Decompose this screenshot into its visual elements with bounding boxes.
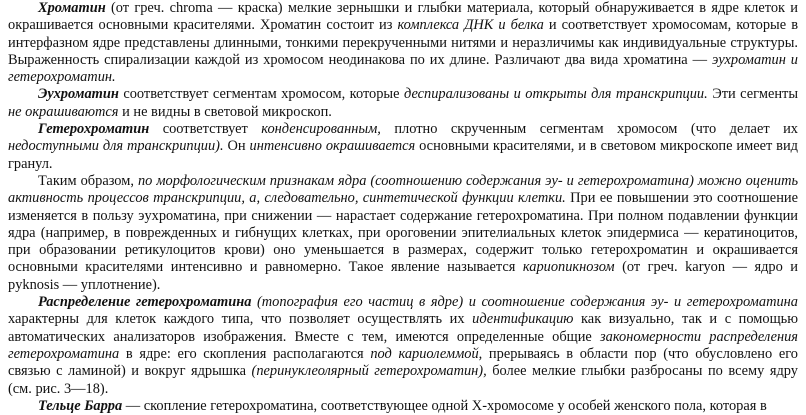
italic-text: под кариолеммой, [370, 345, 483, 362]
paragraph-barr-body [8, 398, 798, 415]
italic-text: недоступными для транскрипции). [8, 138, 224, 155]
body-text: характерны для клеток каждого типа, что позволяет осуществлять их [8, 311, 473, 328]
body-text: Он [223, 138, 250, 155]
term-heading: Тельце Барра [38, 397, 123, 414]
body-text: в ядре: его скопления располагаются [119, 345, 371, 362]
italic-text: эухроматин и гетерохроматин. [8, 51, 799, 86]
italic-text: по морфологическим признакам ядра (соотношению содержания эу- и гетерохроматина) можно оценить активность процессов транскрипции, а, следовательно, синтетической функции клетки. [8, 172, 799, 207]
body-text: Таким образом, [38, 172, 138, 189]
paragraph-euchromatin [8, 86, 798, 121]
italic-text: интенсивно окрашивается [249, 138, 416, 155]
body-text: плотно скрученным сегментам хромосом (что делает их [380, 121, 798, 138]
italic-text: комплекса ДНК и белка [397, 17, 544, 34]
term-heading: Гетерохроматин [38, 121, 150, 138]
paragraph-morphology [8, 173, 798, 294]
body-text: — скопление гетерохроматина, соответствующее одной Х-хромосоме у особей женского пола, которая в [122, 397, 767, 414]
italic-text: конденсированным, [261, 121, 381, 138]
term-heading: Распределение гетерохроматина [38, 294, 252, 311]
italic-text: (перинуклеолярный гетерохроматин), [251, 363, 487, 380]
body-text: как визуально, так и с помощью автоматических анализаторов изображения. Вместе с тем, имеются определенные общие [8, 311, 798, 345]
body-text: Эти сегменты [707, 86, 798, 103]
body-text: более мелкие глыбки разбросаны по всему ядру (см. рис. 3—18). [8, 363, 798, 397]
body-text: соответствует сегментам хромосом, которые [118, 86, 404, 103]
body-text: и соответствует хромосомам, которые в интерфазном ядре представлены длинными, тонкими перекрученными нитями и неразличимы как индивидуальные структуры. Выраженность спирализации каждой из хромосом неодинакова по их длине. Различают два вида хроматина — [8, 17, 798, 68]
body-text: При ее повышении это соотношение изменяется в пользу эухроматина, при снижении — нарастает содержание гетерохроматина. При полном подавлении функции ядра (например, в поврежденных и гибнущих клетках, при ороговении эпителиальных клеток эпидермиса — кератиноцитов, при образовании ретикулоцитов крови) оно уменьшается в размерах, содержит только гетерохроматин и окрашивается основными красителями интенсивно и равномерно. Такое явление называется [8, 190, 798, 276]
body-text: основными красителями, и в световом микроскопе имеет вид гранул. [8, 138, 799, 172]
italic-text: идентификацию [472, 311, 574, 328]
term-heading: Эухроматин [38, 86, 119, 103]
paragraph-heterochromatin-distribution [8, 294, 798, 398]
body-text: соответствует [149, 121, 262, 138]
body-text: (от греч. chroma — краска) мелкие зернышки и глыбки материала, который обнаруживается в ядре клеток и окрашивается основными красителями. Хроматин состоит из [8, 0, 798, 34]
italic-text: (топография его частиц в ядре) и соотношение содержания эу- и гетерохроматина [257, 294, 798, 311]
paragraph-heterochromatin [8, 121, 798, 173]
italic-text: деспирализованы и открыты для транскрипции. [403, 86, 708, 103]
term-heading: Хроматин [38, 0, 106, 16]
body-text: и не видны в световой микроскоп. [118, 103, 332, 120]
italic-text: не окрашиваются [8, 103, 119, 120]
italic-text: кариопикнозом [522, 259, 615, 276]
paragraph-chromatin [8, 0, 798, 86]
italic-text: закономерности распределения гетерохроматина [8, 328, 798, 362]
body-text: (от греч. karyon — ядро и pyknosis — уплотнение). [8, 259, 798, 293]
body-text: прерываясь в области пор (что обусловлено его связью с ламиной) и вокруг ядрышка [8, 345, 798, 380]
